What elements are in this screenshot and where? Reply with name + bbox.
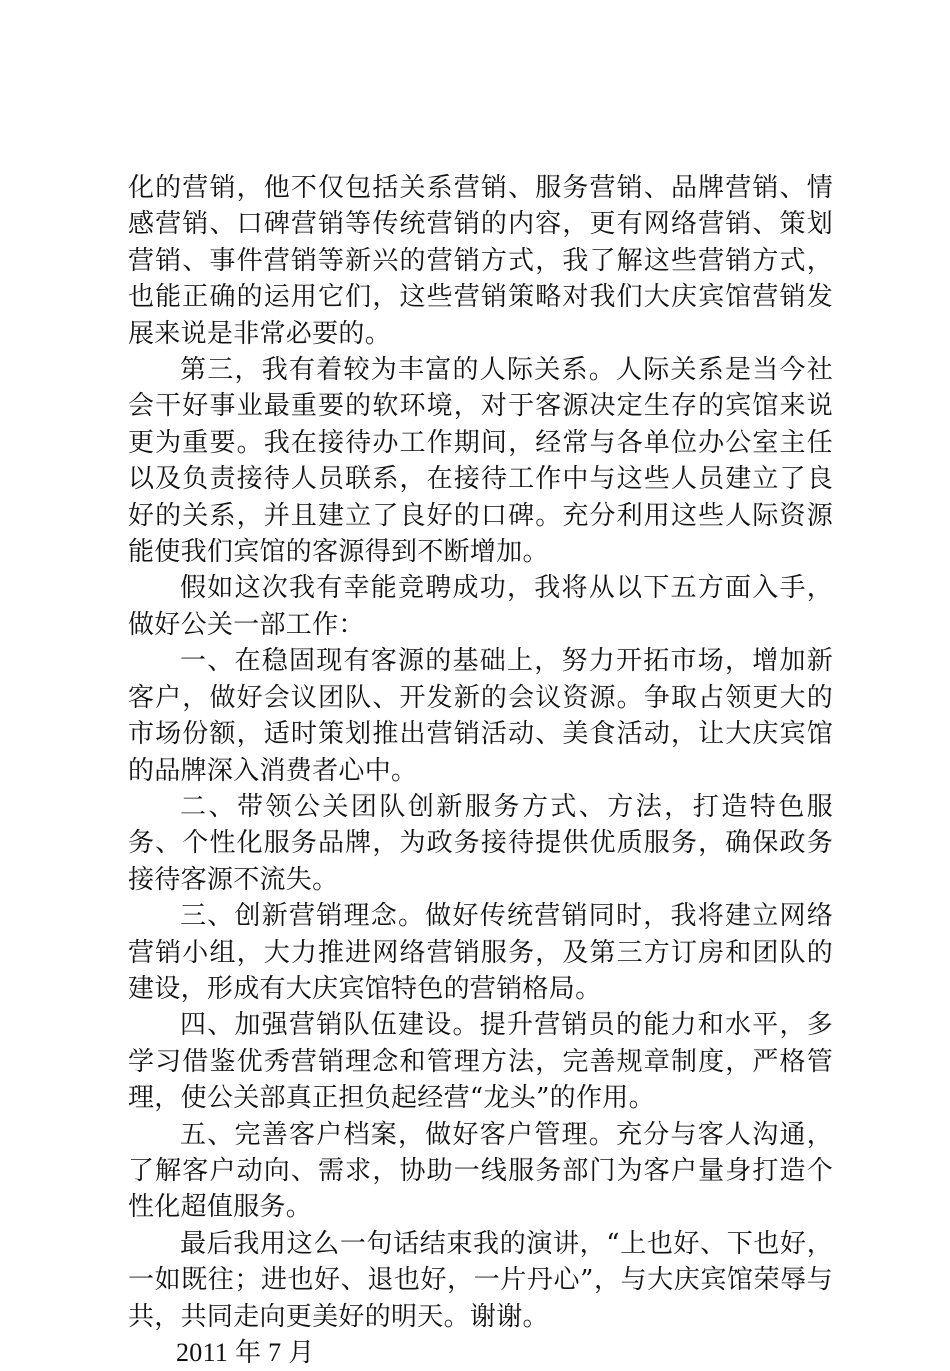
paragraph-3: 假如这次我有幸能竞聘成功，我将从以下五方面入手，做好公关一部工作： bbox=[128, 573, 833, 640]
document-body bbox=[128, 170, 833, 1371]
paragraph-7: 四、加强营销队伍建设。提升营销员的能力和水平，多学习借鉴优秀营销理念和管理方法，完善规章制度，严格管理，使公关部真正担负起经营“龙头”的作用。 bbox=[128, 1010, 833, 1114]
paragraph-5: 二、带领公关团队创新服务方式、方法，打造特色服务、个性化服务品牌，为政务接待提供优质服务，确保政务接待客源不流失。 bbox=[128, 791, 833, 895]
paragraph-4: 一、在稳固现有客源的基础上，努力开拓市场，增加新客户，做好会议团队、开发新的会议资源。争取占领更大的市场份额，适时策划推出营销活动、美食活动，让大庆宾馆的品牌深入消费者心中。 bbox=[128, 646, 833, 786]
paragraph-6: 三、创新营销理念。做好传统营销同时，我将建立网络营销小组，大力推进网络营销服务，及第三方订房和团队的建设，形成有大庆宾馆特色的营销格局。 bbox=[128, 901, 833, 1004]
paragraph-1: 化的营销，他不仅包括关系营销、服务营销、品牌营销、情感营销、口碑营销等传统营销的内容，更有网络营销、策划营销、事件营销等新兴的营销方式，我了解这些营销方式，也能正确的运用它们，这些营销策略对我们大庆宾馆营销发展来说是非常必要的。 bbox=[128, 173, 833, 349]
paragraph-2: 第三，我有着较为丰富的人际关系。人际关系是当今社会干好事业最重要的软环境，对于客源决定生存的宾馆来说更为重要。我在接待办工作期间，经常与各单位办公室主任以及负责接待人员联系，在接待工作中与这些人员建立了良好的关系，并且建立了良好的口碑。充分利用这些人际资源能使我们宾馆的客源得到不断增加。 bbox=[128, 355, 833, 568]
paragraph-9: 最后我用这么一句话结束我的演讲，“上也好、下也好，一如既往；进也好、退也好，一片丹心”，与大庆宾馆荣辱与共，共同走向更美好的明天。谢谢。 bbox=[128, 1228, 833, 1332]
paragraph-8: 五、完善客户档案，做好客户管理。充分与客人沟通，了解客户动向、需求，协助一线服务部门为客户量身打造个性化超值服务。 bbox=[128, 1119, 833, 1223]
document-date: 2011 年 7 月 bbox=[176, 1338, 315, 1367]
